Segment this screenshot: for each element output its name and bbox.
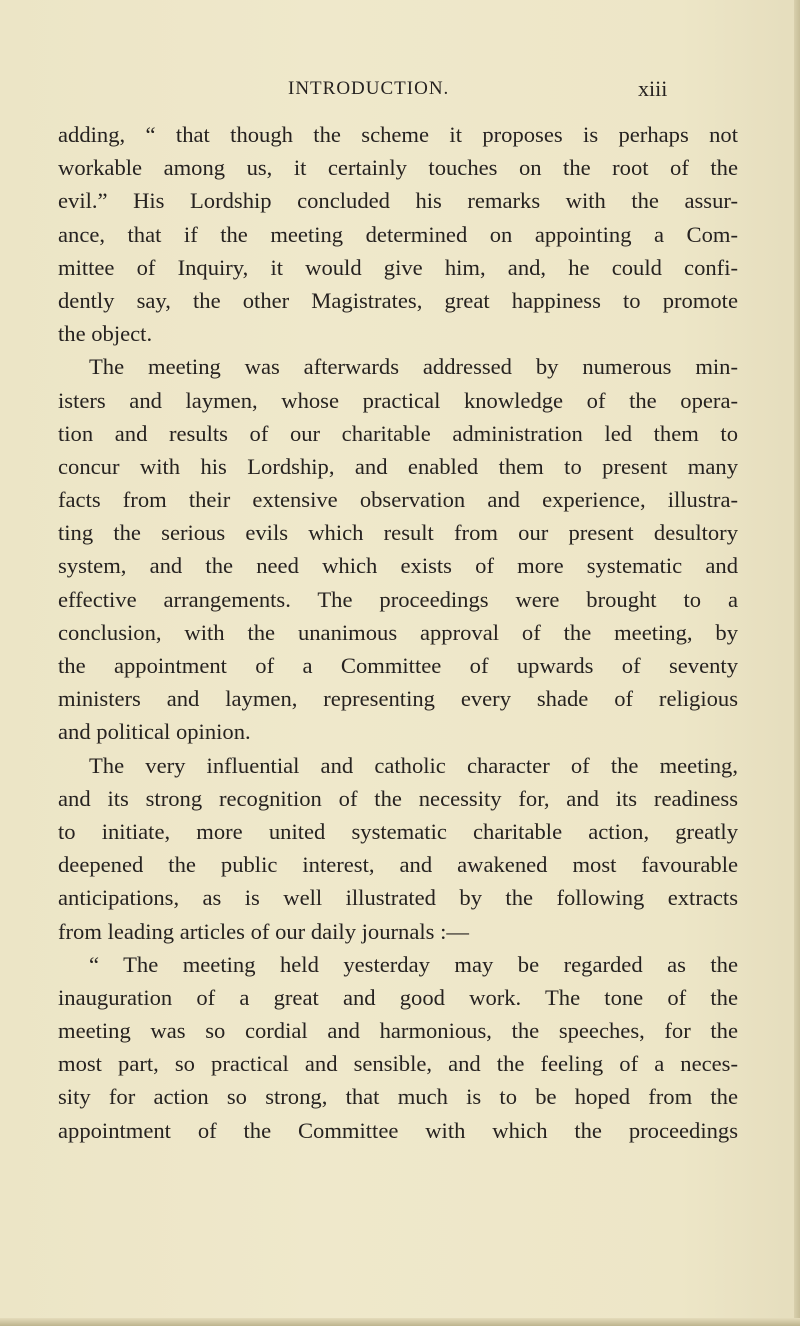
text-line: deepened the public interest, and awakened most favourable	[58, 852, 738, 878]
text-line: adding, “ that though the scheme it proposes is perhaps not	[58, 122, 738, 147]
text-line: most part, so practical and sensible, and the feeling of a neces-	[58, 1051, 738, 1077]
page-right-edge	[794, 0, 800, 1326]
text-line: the object.	[58, 321, 153, 347]
text-line: mittee of Inquiry, it would give him, and, he could confi-	[58, 254, 738, 280]
text-line: “ The meeting held yesterday may be regarded as the	[89, 951, 738, 977]
text-line: ance, that if the meeting determined on appointing a Com-	[58, 221, 738, 247]
text-line: effective arrangements. The proceedings were brought to a	[58, 586, 738, 612]
text-line: ministers and laymen, representing every shade of religious	[58, 686, 738, 712]
text-line: ting the serious evils which result from our present desultory	[58, 520, 738, 546]
text-line: conclusion, with the unanimous approval of the meeting, by	[58, 619, 738, 645]
text-line: appointment of the Committee with which the proceedings	[58, 1117, 738, 1143]
text-line: dently say, the other Magistrates, great happiness to promote	[58, 287, 738, 313]
text-line: sity for action so strong, that much is to be hoped from the	[58, 1084, 738, 1110]
text-line: isters and laymen, whose practical knowledge of the opera-	[58, 387, 738, 413]
text-line: to initiate, more united systematic charitable action, greatly	[58, 818, 738, 844]
text-line: facts from their extensive observation and experience, illustra-	[58, 487, 738, 513]
page-number: xiii	[638, 76, 668, 101]
text-line: workable among us, it certainly touches on the root of the	[58, 155, 738, 181]
text-line: from leading articles of our daily journals :—	[58, 918, 469, 944]
text-line: anticipations, as is well illustrated by the following extracts	[58, 885, 738, 911]
text-line: evil.” His Lordship concluded his remarks with the assur-	[58, 188, 738, 214]
text-line: The very influential and catholic character of the meeting,	[89, 752, 738, 778]
text-line: meeting was so cordial and harmonious, the speeches, for the	[58, 1018, 738, 1044]
text-line: tion and results of our charitable administration led them to	[58, 420, 738, 446]
text-line: the appointment of a Committee of upwards of seventy	[58, 653, 738, 678]
text-line: The meeting was afterwards addressed by numerous min-	[89, 354, 738, 380]
page-header	[0, 78, 800, 108]
page-bottom-edge	[0, 1318, 800, 1326]
text-line: and political opinion.	[58, 719, 251, 745]
text-line: inauguration of a great and good work. The tone of the	[58, 984, 738, 1010]
text-line: system, and the need which exists of more systematic and	[58, 553, 738, 579]
body-text	[58, 118, 738, 1147]
text-line: concur with his Lordship, and enabled them to present many	[58, 453, 738, 479]
text-line: and its strong recognition of the necessity for, and its readiness	[58, 785, 738, 811]
running-head: INTRODUCTION.	[288, 78, 450, 99]
